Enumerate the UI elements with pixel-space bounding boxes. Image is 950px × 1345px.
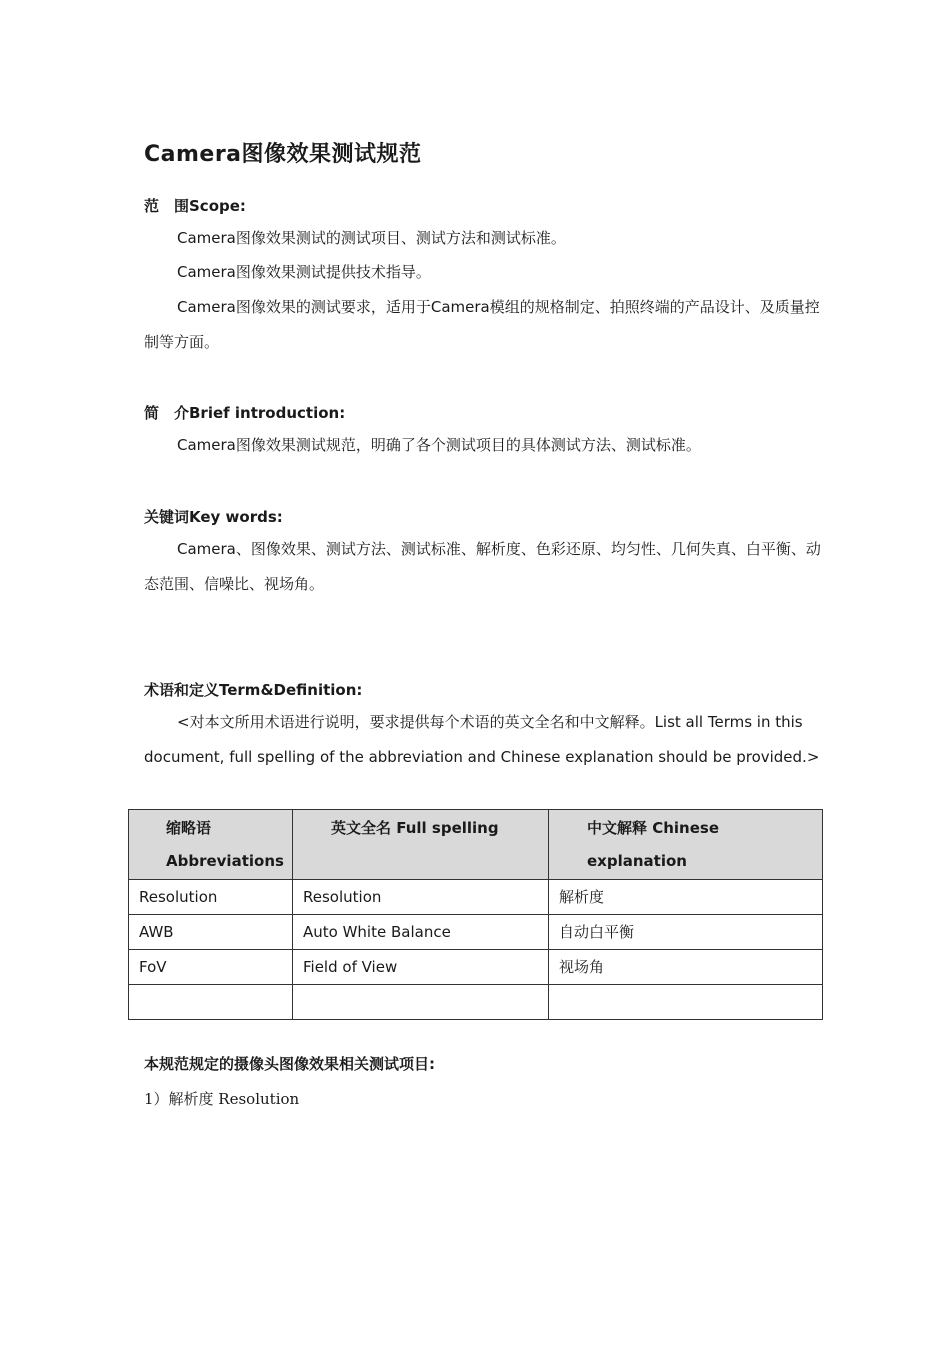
full-spelling-cell: Auto White Balance <box>293 915 549 950</box>
header-chinese-explanation-line-2: explanation <box>587 852 687 870</box>
terms-paragraph: <对本文所用术语进行说明，要求提供每个术语的英文全名和中文解释。List all Terms in this document, full spelling of the abbreviation and Chinese explanation should be provided.> <box>144 713 820 766</box>
terms-table-header-row <box>129 810 823 880</box>
abbreviation-cell: AWB <box>129 915 293 950</box>
terms-table <box>128 809 823 1020</box>
full-spelling-cell: Resolution <box>293 880 549 915</box>
test-item-1: 1）解析度 Resolution <box>144 1090 300 1108</box>
chinese-explanation-cell: 视场角 <box>549 950 823 985</box>
header-abbreviations <box>129 810 293 880</box>
introduction-paragraph: Camera图像效果测试规范，明确了各个测试项目的具体测试方法、测试标准。 <box>177 436 701 454</box>
introduction-heading: 简 介Brief introduction: <box>144 404 346 422</box>
terms-heading: 术语和定义Term&Definition: <box>144 681 363 699</box>
header-full-spelling-line-1: 英文全名 Full spelling <box>331 819 499 837</box>
chinese-explanation-cell: 自动白平衡 <box>549 915 823 950</box>
scope-heading: 范 围Scope: <box>144 197 246 215</box>
table-row <box>129 915 823 950</box>
abbreviation-cell <box>129 985 293 1020</box>
header-abbreviations-line-1: 缩略语 <box>166 819 212 837</box>
abbreviation-cell: FoV <box>129 950 293 985</box>
scope-paragraph-1: Camera图像效果测试的测试项目、测试方法和测试标准。 <box>177 229 566 247</box>
full-spelling-cell <box>293 985 549 1020</box>
scope-paragraph-2: Camera图像效果测试提供技术指导。 <box>177 263 431 281</box>
header-chinese-explanation-line-1: 中文解释 Chinese <box>587 819 720 837</box>
table-row <box>129 985 823 1020</box>
header-full-spelling <box>293 810 549 880</box>
abbreviation-cell: Resolution <box>129 880 293 915</box>
full-spelling-cell: Field of View <box>293 950 549 985</box>
keywords-paragraph: Camera、图像效果、测试方法、测试标准、解析度、色彩还原、均匀性、几何失真、白平衡、动态范围、信噪比、视场角。 <box>144 540 821 593</box>
document-title: Camera图像效果测试规范 <box>144 142 422 167</box>
chinese-explanation-cell: 解析度 <box>549 880 823 915</box>
keywords-heading: 关键词Key words: <box>144 508 283 526</box>
test-items-heading: 本规范规定的摄像头图像效果相关测试项目: <box>144 1055 436 1073</box>
header-abbreviations-line-2: Abbreviations <box>166 852 284 870</box>
chinese-explanation-cell <box>549 985 823 1020</box>
table-row <box>129 950 823 985</box>
scope-paragraph-3: Camera图像效果的测试要求，适用于Camera模组的规格制定、拍照终端的产品设计、及质量控制等方面。 <box>144 298 820 351</box>
header-chinese-explanation <box>549 810 823 880</box>
table-row <box>129 880 823 915</box>
